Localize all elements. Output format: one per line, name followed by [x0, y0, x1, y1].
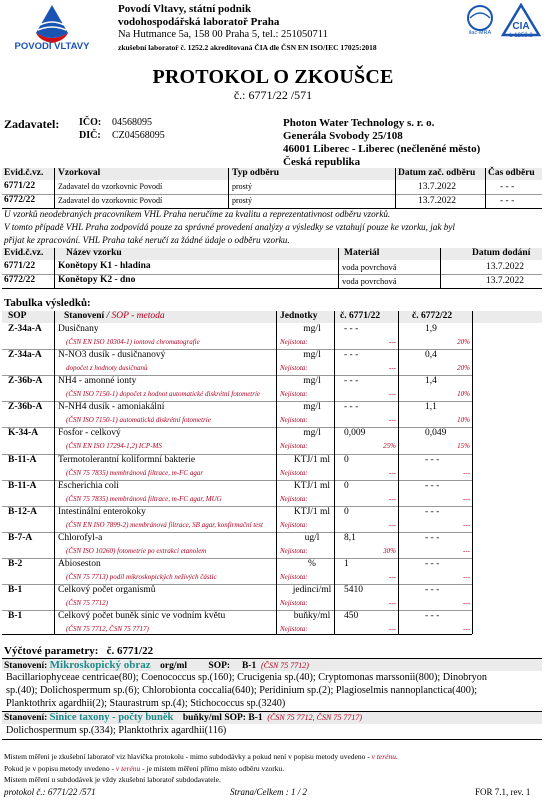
- result-value-6772: 1,9: [425, 324, 437, 334]
- disclaimer-line: U vzorků neodebraných pracovníkem VHL Praha neručíme za kvalitu a reprezentativnost odběru vzorků.: [4, 209, 391, 219]
- result-uncertainty-label: Nejistota:: [280, 494, 308, 503]
- result-sop: Z-36b-A: [8, 376, 43, 387]
- result-unit: KTJ/1 ml: [293, 454, 331, 465]
- sampling-row-datum: 13.7.2022: [418, 196, 456, 206]
- cyanobacteria-header-text: Stanovení: Sinice taxony - počty buněk buňky/ml SOP: B-1 (ČSN 75 7712, ČSN 75 7717): [4, 712, 362, 723]
- result-uncertainty-6771: ---: [389, 364, 396, 373]
- lab-name: vodohospodářská laboratoř Praha: [118, 16, 280, 28]
- result-parameter: Celkový počet organismů: [58, 585, 156, 595]
- lab-accreditation: zkušební laboratoř č. 1252.2 akreditovaná ČIA dle ČSN EN ISO/IEC 17025:2018: [118, 43, 377, 52]
- result-parameter: Fosfor - celkový: [58, 428, 121, 439]
- result-method: (ČSN 75 7712): [66, 599, 108, 607]
- result-value-6772: - - -: [425, 611, 440, 622]
- col-jednotky: Jednotky: [280, 311, 318, 321]
- result-unit: %: [308, 558, 316, 569]
- col-sample-6772: č. 6772/22: [412, 311, 453, 321]
- result-uncertainty-label: Nejistota:: [280, 546, 308, 555]
- result-value-6772: 0,049: [425, 428, 447, 439]
- footer-form-revision: FOR 7.1, rev. 1: [475, 787, 531, 797]
- cyanobacteria-taxa-line: Dolichospermum sp.(334); Planktothrix agardhii(116): [6, 725, 227, 736]
- result-sop: B-11-A: [8, 480, 37, 491]
- col-nazev-vzorku: Název vzorku: [66, 248, 122, 258]
- microscopy-header-text: Stanovení: Mikroskopický obraz org/ml SOP: B-1 (ČSN 75 7712): [4, 659, 309, 671]
- result-unit: KTJ/1 ml: [293, 480, 331, 491]
- sample-row-material: voda povrchová: [342, 276, 397, 286]
- result-parameter: Dusičnany: [58, 324, 99, 334]
- result-uncertainty-6772: ---: [463, 520, 470, 529]
- result-value-6771: 0,009: [344, 428, 366, 439]
- result-value-6771: 0: [344, 506, 349, 517]
- result-uncertainty-label: Nejistota:: [280, 338, 308, 346]
- col-sample-6771: č. 6771/22: [340, 311, 381, 321]
- result-uncertainty-label: Nejistota:: [280, 468, 308, 477]
- result-method: (ČSN EN ISO 17294-1,2) ICP-MS: [66, 442, 162, 451]
- result-parameter: N-NO3 dusík - dusičnanový: [58, 350, 166, 361]
- result-method: (ČSN 75 7835) membránová filtrace, m-FC agar: [66, 468, 204, 477]
- page-title: PROTOKOL O ZKOUŠCE: [152, 66, 394, 88]
- result-uncertainty-6771: ---: [389, 494, 396, 503]
- result-value-6771: - - -: [344, 350, 359, 361]
- result-value-6771: 1: [344, 558, 349, 569]
- dic-value: CZ04568095: [112, 130, 165, 141]
- result-value-6771: 0: [344, 480, 349, 491]
- protocol-number: č.: 6771/22 /571: [233, 88, 313, 102]
- result-parameter: N-NH4 dusík - amoniakální: [58, 402, 165, 413]
- result-value-6772: 1,1: [425, 402, 437, 413]
- result-sop: B-1: [8, 585, 23, 595]
- result-method: (ČSN ISO 7150-1) automatická diskrétní fotometrie: [66, 416, 211, 425]
- result-uncertainty-label: Nejistota:: [280, 390, 308, 399]
- disclaimer-line: přijat ke zpracování. VHL Praha také neručí za žádné údaje o odběru vzorku.: [4, 235, 290, 245]
- result-uncertainty-6771: ---: [389, 390, 396, 399]
- result-value-6772: 0,4: [425, 350, 437, 361]
- sampling-row-vzorkoval: Zadavatel do vzorkovnic Povodí: [58, 196, 163, 205]
- col-stanoveni: Stanovení / SOP - metoda: [64, 311, 165, 321]
- result-uncertainty-6771: 30%: [383, 546, 396, 555]
- col-datum-odberu: Datum zač. odběru: [398, 168, 476, 178]
- result-unit: jedinci/ml: [292, 585, 332, 595]
- sampling-row-typ: prostý: [232, 196, 252, 205]
- result-sop: Z-36b-A: [8, 402, 43, 413]
- result-sop: K-34-A: [8, 428, 39, 439]
- ilac-mra-text: ilac·MRA: [468, 30, 492, 36]
- lab-address: Na Hutmance 5a, 158 00 Praha 5, tel.: 251050711: [118, 29, 328, 40]
- result-unit: ug/l: [304, 532, 320, 543]
- result-parameter: Chlorofyl-a: [58, 532, 103, 543]
- zadavatel-label: Zadavatel:: [4, 117, 60, 131]
- client-name: Photon Water Technology s. r. o.: [283, 117, 435, 129]
- result-uncertainty-label: Nejistota:: [280, 625, 308, 634]
- result-uncertainty-6771: ---: [389, 520, 396, 529]
- result-unit: mg/l: [303, 350, 321, 361]
- ico-label: IČO:: [79, 117, 102, 128]
- ilac-mra-mark: [463, 4, 497, 38]
- result-uncertainty-6771: ---: [389, 625, 396, 634]
- svg-text:CIA: CIA: [512, 21, 530, 32]
- sample-row-name: Konětopy K1 - hladina: [58, 261, 151, 271]
- result-uncertainty-6772: ---: [463, 546, 470, 555]
- result-value-6772: - - -: [425, 506, 440, 517]
- result-uncertainty-label: Nejistota:: [280, 416, 308, 425]
- col-datum-dodani: Datum dodání: [472, 248, 531, 258]
- enumerated-params-title: Výčtové parametry: č. 6771/22: [4, 645, 154, 657]
- povodi-vltavy-logo: [6, 3, 98, 57]
- result-uncertainty-6771: 25%: [383, 442, 396, 451]
- sampling-row-cas: - - -: [500, 182, 515, 192]
- result-sop: B-7-A: [8, 532, 33, 543]
- result-unit: mg/l: [303, 324, 321, 334]
- result-uncertainty-6771: ---: [389, 416, 396, 425]
- result-unit: KTJ/1 ml: [293, 506, 331, 517]
- result-sop: Z-34a-A: [8, 350, 42, 361]
- result-value-6772: - - -: [425, 558, 440, 569]
- col-cas-odberu: Čas odběru: [488, 168, 535, 178]
- ico-value: 04568095: [112, 117, 152, 128]
- sample-row-datum: 13.7.2022: [486, 262, 524, 272]
- result-sop: Z-34a-A: [8, 324, 42, 334]
- result-uncertainty-6772: ---: [463, 572, 470, 581]
- result-uncertainty-6772: 20%: [457, 364, 470, 373]
- result-value-6772: - - -: [425, 585, 440, 595]
- col-evid: Evid.č.vz.: [4, 248, 44, 258]
- col-evid: Evid.č.vz.: [4, 168, 44, 178]
- result-value-6772: 1,4: [425, 376, 437, 387]
- col-vzorkoval: Vzorkoval: [58, 168, 101, 178]
- sampling-row-datum: 13.7.2022: [418, 182, 456, 192]
- microscopy-taxa-line: sp.(40); Dolichospermum sp.(6); Chlorobionta coccalia(640); Peridinium sp.(2); Plagioselmis nannoplanctica(400);: [6, 685, 478, 696]
- result-unit: mg/l: [303, 376, 321, 387]
- col-material: Materiál: [344, 248, 380, 258]
- result-value-6771: 450: [344, 611, 359, 622]
- result-uncertainty-6772: 15%: [457, 442, 470, 451]
- client-country: Česká republika: [283, 156, 361, 168]
- footer-protocol-number: protokol č.: 6771/22 /571: [4, 787, 96, 797]
- col-sop: SOP: [8, 311, 27, 321]
- col-typ-odberu: Typ odběru: [232, 168, 280, 178]
- result-value-6772: - - -: [425, 454, 440, 465]
- sampling-row-evid: 6772/22: [4, 195, 36, 205]
- result-sop: B-12-A: [8, 506, 38, 517]
- footnote-field-measurement: Pokud je v popisu metody uvedeno - v terénu - je místem měření přímo místo odběru vzorku.: [4, 764, 285, 773]
- sample-row-evid: 6771/22: [4, 261, 36, 271]
- result-value-6771: - - -: [344, 376, 359, 387]
- sampling-row-typ: prostý: [232, 182, 252, 191]
- result-uncertainty-6771: ---: [389, 468, 396, 477]
- sampling-row-evid: 6771/22: [4, 181, 36, 191]
- result-value-6771: 5410: [344, 585, 363, 595]
- footnote-subcontract: Místem měření u subdodávek je vždy zkušební laboratoř subdodavatele.: [4, 775, 221, 784]
- result-uncertainty-6771: ---: [389, 338, 396, 346]
- result-uncertainty-6772: ---: [463, 625, 470, 634]
- cia-accreditation-mark: [500, 3, 542, 41]
- sampling-row-vzorkoval: Zadavatel do vzorkovnic Povodí: [58, 182, 163, 191]
- dic-label: DIČ:: [79, 130, 101, 141]
- microscopy-taxa-line: Bacillariophyceae centricae(80); Coenococcus sp.(160); Crucigenia sp.(40); Cryptomonas marssonii(800); Dinobryon: [6, 672, 487, 683]
- result-uncertainty-6772: 20%: [457, 338, 470, 346]
- sampling-row-cas: - - -: [500, 196, 515, 206]
- result-parameter: Escherichia coli: [58, 480, 119, 491]
- footnote-measurement-place: Místem měření je zkušební laboratoř viz hlavička protokolu - mimo subdodávky a pokud není v popisu metody uvedeno - v terénu.: [4, 752, 398, 761]
- result-sop: B-11-A: [8, 454, 37, 465]
- sample-row-name: Konětopy K2 - dno: [58, 275, 136, 285]
- result-uncertainty-6772: ---: [463, 494, 470, 503]
- result-uncertainty-label: Nejistota:: [280, 442, 308, 451]
- result-method: (ČSN ISO 7150-1) dopočet z hodnot automatické diskrétní fotometrie: [66, 390, 261, 399]
- result-uncertainty-6772: ---: [463, 468, 470, 477]
- result-value-6772: - - -: [425, 532, 440, 543]
- result-uncertainty-6772: ---: [463, 599, 470, 607]
- result-sop: B-1: [8, 611, 23, 622]
- result-value-6772: - - -: [425, 480, 440, 491]
- result-parameter: Abioseston: [58, 558, 101, 569]
- result-uncertainty-6772: 10%: [457, 390, 470, 399]
- result-uncertainty-label: Nejistota:: [280, 599, 308, 607]
- result-method: (ČSN 75 7712, ČSN 75 7717): [66, 625, 149, 634]
- result-unit: mg/l: [303, 402, 321, 413]
- sample-row-datum: 13.7.2022: [486, 276, 524, 286]
- result-value-6771: - - -: [344, 324, 359, 334]
- result-uncertainty-6772: 10%: [457, 416, 470, 425]
- result-method: (ČSN EN ISO 10304-1) iontová chromatografie: [66, 338, 200, 346]
- result-method: (ČSN 75 7835) membránová filtrace, m-FC agar, MUG: [66, 494, 222, 503]
- result-parameter: NH4 - amonné ionty: [58, 376, 137, 387]
- result-unit: buňky/ml: [293, 611, 331, 622]
- result-uncertainty-label: Nejistota:: [280, 520, 308, 529]
- result-value-6771: - - -: [344, 402, 359, 413]
- result-sop: B-2: [8, 558, 23, 569]
- client-street: Generála Svobody 25/108: [283, 130, 403, 142]
- cia-number: L 1252.2: [509, 33, 533, 39]
- result-method: (ČSN 75 7713) podíl mikroskopických neživých částic: [66, 572, 217, 581]
- result-uncertainty-6771: ---: [389, 572, 396, 581]
- result-uncertainty-label: Nejistota:: [280, 364, 308, 373]
- result-method: dopočet z hodnoty dusičnanů: [66, 364, 148, 373]
- result-unit: mg/l: [303, 428, 321, 439]
- client-city: 46001 Liberec - Liberec (nečleněné město): [283, 143, 481, 155]
- microscopy-taxa-line: Planktothrix agardhii(2); Staurastrum sp.(4); Stichococcus sp.(3240): [6, 698, 286, 709]
- result-parameter: Termotolerantní koliformní bakterie: [58, 454, 196, 465]
- sample-row-evid: 6772/22: [4, 275, 36, 285]
- result-uncertainty-6771: ---: [389, 599, 396, 607]
- result-method: (ČSN EN ISO 7899-2) membránová filtrace, SB agar, konfirmační test: [66, 520, 263, 529]
- sample-row-material: voda povrchová: [342, 262, 397, 272]
- result-parameter: Intestinální enterokoky: [58, 506, 146, 517]
- lab-owner: Povodí Vltavy, státní podnik: [118, 3, 252, 15]
- result-parameter: Celkový počet buněk sinic ve vodním květu: [58, 611, 226, 622]
- results-title: Tabulka výsledků:: [4, 297, 91, 309]
- logo-lettering: POVODÍ VLTAVY: [14, 41, 90, 52]
- disclaimer-line: V tomto případě VHL Praha zodpovídá pouze za správné provedení analýzy a výsledky se vztahují pouze ke vzorku, jak byl: [4, 222, 455, 232]
- result-value-6771: 8,1: [344, 532, 356, 543]
- result-method: (ČSN ISO 10260) fotometrie po extrakci etanolem: [66, 546, 207, 555]
- footer-page-count: Strana/Celkem : 1 / 2: [230, 787, 307, 797]
- result-uncertainty-label: Nejistota:: [280, 572, 308, 581]
- result-value-6771: 0: [344, 454, 349, 465]
